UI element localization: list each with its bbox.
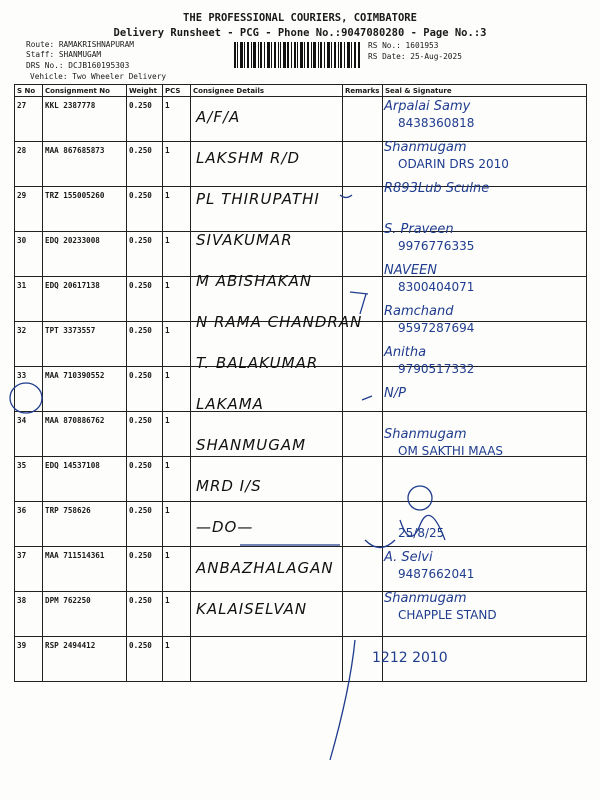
- handwritten-consignee: KALAISELVAN: [196, 600, 308, 618]
- handwritten-signature: N/P: [384, 386, 406, 401]
- cell-consignment-no: DPM 762250: [43, 592, 127, 637]
- col-header-weight: Weight: [127, 85, 163, 97]
- handwritten-consignee: MRD I/S: [196, 477, 262, 495]
- cell-consignment-no: TRP 758626: [43, 502, 127, 547]
- cell-consignment-no: TRZ 155005260: [43, 187, 127, 232]
- cell-sno: 29: [15, 187, 43, 232]
- cell-sno: 35: [15, 457, 43, 502]
- staff-label: Staff: SHANMUGAM: [26, 50, 102, 59]
- cell-weight: 0.250: [127, 502, 163, 547]
- handwritten-consignee: LAKAMA: [196, 395, 264, 413]
- handwritten-consignee: T. BALAKUMAR: [196, 354, 319, 372]
- handwritten-signature: Anitha: [384, 345, 427, 360]
- col-header-seal-signature: Seal & Signature: [383, 85, 587, 97]
- rs-number: RS No.: 1601953: [368, 41, 439, 50]
- handwritten-signature-note: CHAPPLE STAND: [398, 608, 497, 622]
- handwritten-consignee: LAKSHM R/D: [196, 149, 300, 167]
- cell-pcs: 1: [163, 412, 191, 457]
- cell-consignment-no: MAA 867685873: [43, 142, 127, 187]
- handwritten-consignee: SHANMUGAM: [196, 436, 307, 454]
- cell-pcs: 1: [163, 142, 191, 187]
- handwritten-signature-note: 9487662041: [398, 567, 475, 581]
- handwritten-signature-note: ODARIN DRS 2010: [398, 157, 509, 171]
- cell-pcs: 1: [163, 277, 191, 322]
- cell-weight: 0.250: [127, 187, 163, 232]
- cell-weight: 0.250: [127, 367, 163, 412]
- handwritten-consignee: ANBAZHALAGAN: [196, 559, 334, 577]
- cell-weight: 0.250: [127, 97, 163, 142]
- cell-sno: 37: [15, 547, 43, 592]
- handwritten-signature: Ramchand: [384, 304, 454, 319]
- cell-sno: 27: [15, 97, 43, 142]
- handwritten-signature: Shanmugam: [384, 591, 467, 606]
- cell-pcs: 1: [163, 637, 191, 682]
- col-header-sno: S No: [15, 85, 43, 97]
- long-pen-stroke: [330, 640, 355, 760]
- col-header-consignee: Consignee Details: [191, 85, 343, 97]
- cell-consignment-no: EDQ 14537108: [43, 457, 127, 502]
- pen-stroke: [365, 540, 395, 548]
- stamp-circle: [408, 486, 432, 510]
- cell-consignment-no: MAA 870886762: [43, 412, 127, 457]
- cell-pcs: 1: [163, 502, 191, 547]
- pen-stroke: [340, 195, 352, 198]
- pen-stroke: [350, 292, 368, 314]
- cell-sno: 30: [15, 232, 43, 277]
- handwritten-consignee: N RAMA CHANDRAN: [196, 313, 363, 331]
- pen-stroke: [362, 396, 372, 400]
- cell-pcs: 1: [163, 232, 191, 277]
- handwritten-consignee: A/F/A: [196, 108, 241, 126]
- handwritten-consignee: PL THIRUPATHI: [196, 190, 320, 208]
- cell-sno: 34: [15, 412, 43, 457]
- cell-weight: 0.250: [127, 277, 163, 322]
- cell-pcs: 1: [163, 547, 191, 592]
- runsheet-subtitle: Delivery Runsheet - PCG - Phone No.:9047080280 - Page No.:3: [113, 27, 487, 39]
- cell-consignment-no: EDQ 20233008: [43, 232, 127, 277]
- handwritten-signature-note: 25/8/25: [398, 526, 445, 540]
- cell-pcs: 1: [163, 367, 191, 412]
- col-header-consignment: Consignment No: [43, 85, 127, 97]
- drs-number: DRS No.: DCJB160195303: [26, 61, 130, 70]
- cell-sno: 31: [15, 277, 43, 322]
- handwritten-signature: Arpalai Samy: [384, 99, 471, 114]
- cell-sno: 39: [15, 637, 43, 682]
- cell-pcs: 1: [163, 592, 191, 637]
- cell-consignment-no: MAA 710390552: [43, 367, 127, 412]
- cell-pcs: 1: [163, 187, 191, 232]
- handwritten-signature-note: 8300404071: [398, 280, 475, 294]
- handwritten-signature-note: 8438360818: [398, 116, 475, 130]
- handwritten-signature-note: 9790517332: [398, 362, 475, 376]
- cell-weight: 0.250: [127, 232, 163, 277]
- cell-sno: 28: [15, 142, 43, 187]
- col-header-remarks: Remarks: [343, 85, 383, 97]
- cell-sno: 33: [15, 367, 43, 412]
- route-label: Route: RAMAKRISHNAPURAM: [26, 40, 134, 49]
- handwritten-consignee: —DO—: [196, 518, 254, 536]
- handwritten-signature: NAVEEN: [384, 263, 438, 278]
- handwritten-signature: S. Praveen: [384, 222, 454, 237]
- handwritten-signature-note: 9976776335: [398, 239, 475, 253]
- vehicle-label: Vehicle: Two Wheeler Delivery: [30, 72, 167, 81]
- cell-pcs: 1: [163, 322, 191, 367]
- cell-sno: 36: [15, 502, 43, 547]
- handwritten-consignee: M ABISHAKAN: [196, 272, 313, 290]
- cell-consignment-no: EDQ 20617138: [43, 277, 127, 322]
- cell-weight: 0.250: [127, 547, 163, 592]
- cell-pcs: 1: [163, 97, 191, 142]
- handwritten-signature: R893Lub Sculne: [384, 181, 490, 196]
- rs-date: RS Date: 25-Aug-2025: [368, 52, 462, 61]
- row-34-circle-mark: [10, 383, 42, 413]
- company-title: THE PROFESSIONAL COURIERS, COIMBATORE: [183, 12, 417, 24]
- cell-weight: 0.250: [127, 457, 163, 502]
- cell-weight: 0.250: [127, 322, 163, 367]
- handwritten-signature: A. Selvi: [384, 550, 433, 565]
- cell-sno: 38: [15, 592, 43, 637]
- col-header-pcs: PCS: [163, 85, 191, 97]
- pen-stroke: [400, 515, 445, 540]
- cell-pcs: 1: [163, 457, 191, 502]
- handwritten-footer-note: 1212 2010: [372, 650, 448, 666]
- cell-weight: 0.250: [127, 592, 163, 637]
- cell-weight: 0.250: [127, 637, 163, 682]
- cell-consignment-no: RSP 2494412: [43, 637, 127, 682]
- handwritten-signature-note: 9597287694: [398, 321, 475, 335]
- cell-consignment-no: KKL 2387778: [43, 97, 127, 142]
- cell-consignment-no: MAA 711514361: [43, 547, 127, 592]
- cell-consignment-no: TPT 3373557: [43, 322, 127, 367]
- handwritten-signature: Shanmugam: [384, 140, 467, 155]
- cell-weight: 0.250: [127, 142, 163, 187]
- cell-weight: 0.250: [127, 412, 163, 457]
- handwritten-signature-note: OM SAKTHI MAAS: [398, 444, 504, 458]
- handwritten-signature: Shanmugam: [384, 427, 467, 442]
- handwritten-consignee: SIVAKUMAR: [196, 231, 293, 249]
- cell-sno: 32: [15, 322, 43, 367]
